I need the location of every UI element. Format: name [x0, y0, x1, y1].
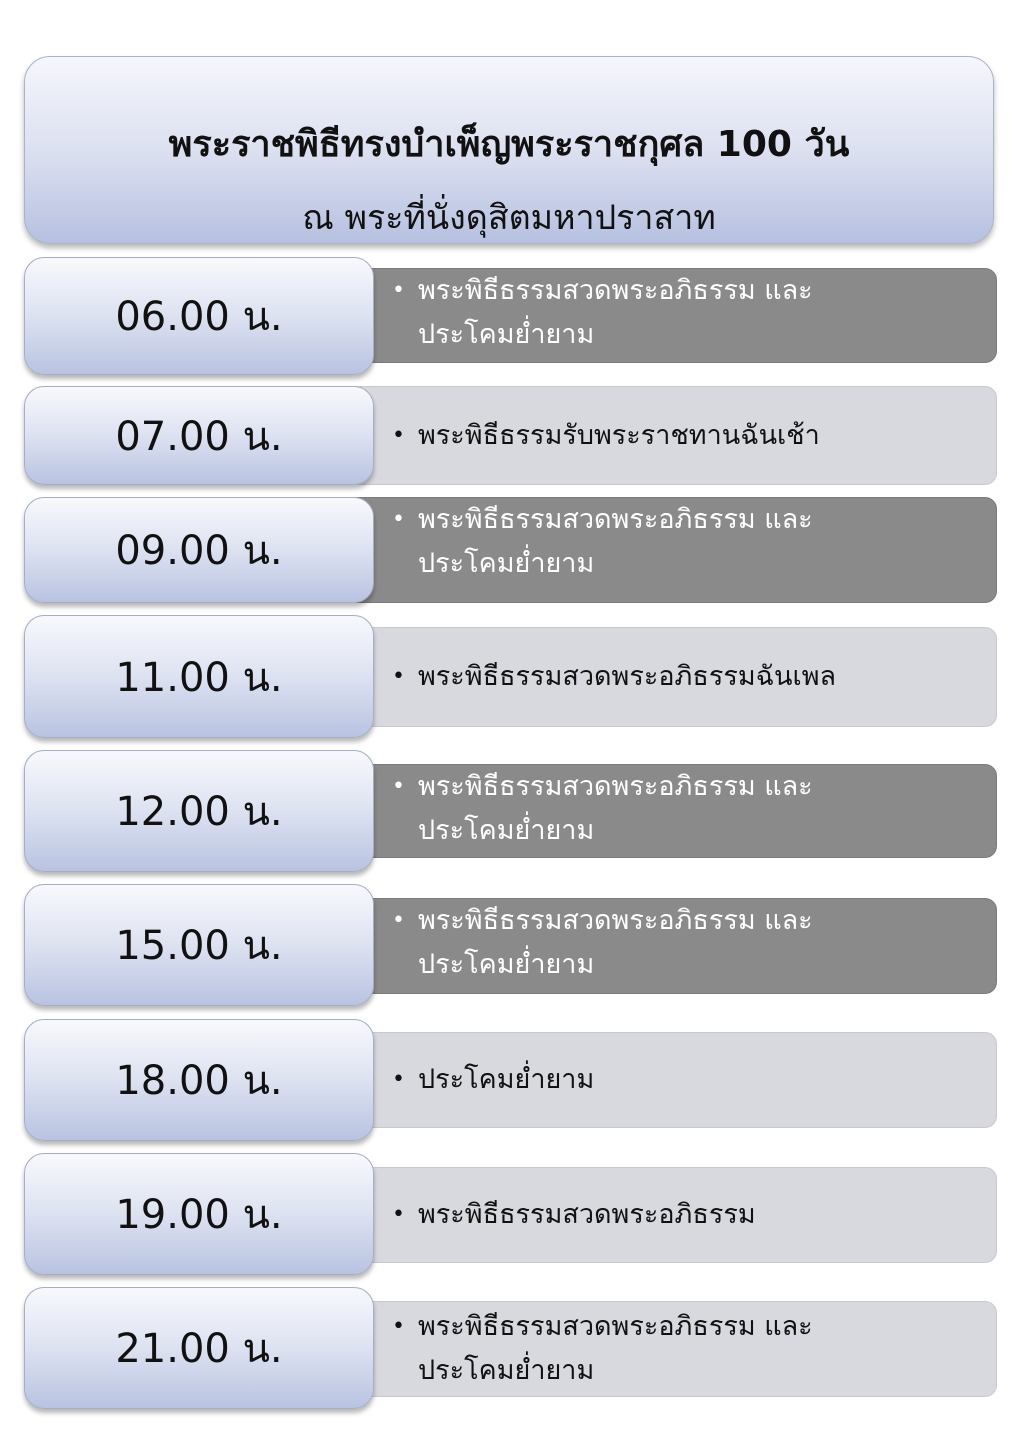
bullet-icon: • — [392, 908, 405, 933]
time-label: 21.00 น. — [24, 1287, 374, 1409]
activity-text: พระพิธีธรรมสวดพระอภิธรรม และ ประโคมย่ำยาม — [418, 771, 813, 846]
activity-panel — [355, 1032, 997, 1128]
bullet-icon: • — [392, 1202, 405, 1227]
time-label: 19.00 น. — [24, 1153, 374, 1275]
activity-text: พระพิธีธรรมสวดพระอภิธรรม และ ประโคมย่ำยาม — [418, 504, 813, 579]
activity-panel — [355, 1301, 997, 1397]
time-label: 12.00 น. — [24, 750, 374, 872]
time-label: 06.00 น. — [24, 257, 374, 375]
page-subtitle: ณ พระที่นั่งดุสิตมหาปราสาท — [302, 198, 716, 238]
time-label: 07.00 น. — [24, 386, 374, 485]
time-label: 18.00 น. — [24, 1019, 374, 1141]
activity-panel — [355, 386, 997, 485]
bullet-icon: • — [392, 1067, 405, 1092]
time-label: 11.00 น. — [24, 615, 374, 738]
bullet-icon: • — [392, 1314, 405, 1339]
activity-panel — [355, 764, 997, 858]
activity-text: ประโคมย่ำยาม — [418, 1064, 595, 1095]
activity-panel — [355, 497, 997, 603]
activity-panel — [355, 898, 997, 994]
bullet-icon: • — [392, 507, 405, 532]
activity-text: พระพิธีธรรมสวดพระอภิธรรม และ ประโคมย่ำยาม — [418, 275, 813, 350]
activity-text: พระพิธีธรรมรับพระราชทานฉันเช้า — [418, 419, 820, 451]
bullet-icon: • — [392, 422, 405, 448]
activity-panel — [355, 268, 997, 363]
time-label: 09.00 น. — [24, 497, 374, 603]
activity-text: พระพิธีธรรมสวดพระอภิธรรม — [418, 1199, 756, 1230]
bullet-icon: • — [392, 664, 405, 689]
bullet-icon: • — [392, 774, 405, 799]
time-label: 15.00 น. — [24, 884, 374, 1006]
activity-text: พระพิธีธรรมสวดพระอภิธรรม และ ประโคมย่ำยาม — [418, 905, 813, 980]
bullet-icon: • — [392, 278, 405, 303]
page-title: พระราชพิธีทรงบำเพ็ญพระราชกุศล 100 วัน — [168, 124, 850, 165]
activity-text: พระพิธีธรรมสวดพระอภิธรรม และ ประโคมย่ำยาม — [418, 1311, 813, 1386]
activity-panel — [355, 627, 997, 727]
activity-panel — [355, 1167, 997, 1263]
activity-text: พระพิธีธรรมสวดพระอภิธรรมฉันเพล — [418, 661, 837, 692]
